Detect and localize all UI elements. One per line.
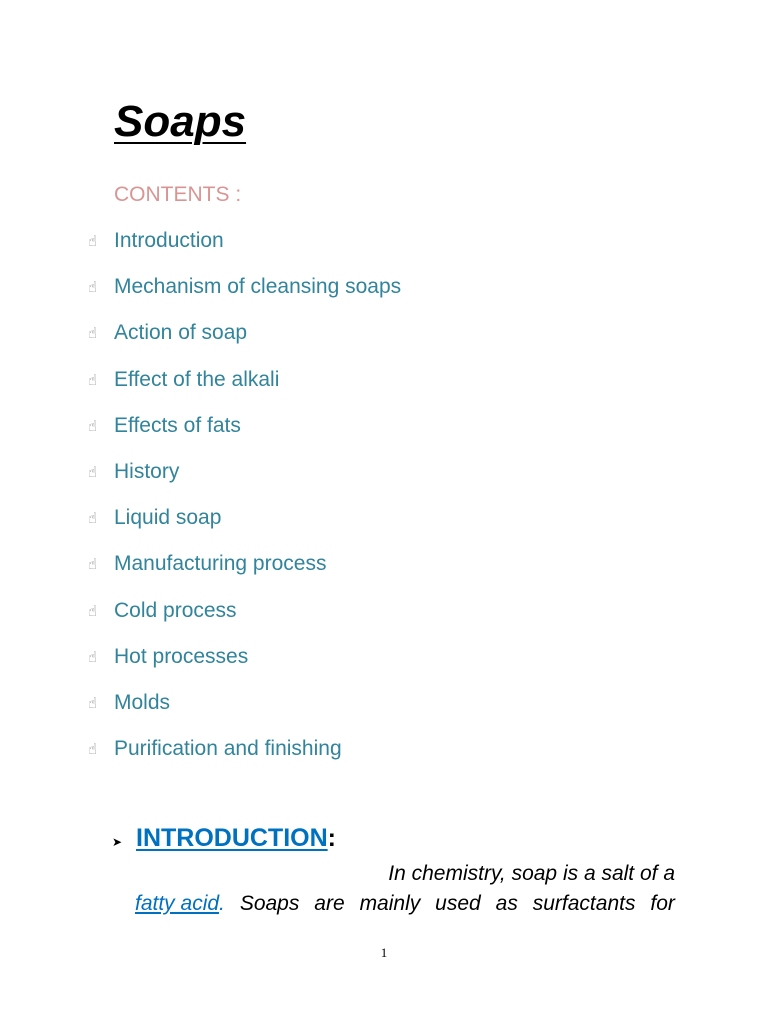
introduction-heading-link[interactable]: INTRODUCTION — [136, 824, 328, 852]
toc-item-label: Introduction — [114, 229, 224, 252]
heading-colon: : — [327, 824, 336, 852]
toc-item[interactable] — [88, 228, 401, 274]
hand-pointing-icon: ☝ — [88, 555, 98, 574]
intro-word: mainly — [359, 892, 421, 915]
intro-paragraph-line-1: In chemistry, soap is a salt of a — [388, 862, 675, 885]
fatty-acid-group — [135, 891, 225, 917]
intro-word: Soaps — [239, 892, 300, 915]
intro-paragraph-line-2 — [135, 891, 675, 917]
fatty-acid-period: . — [219, 892, 225, 915]
toc-item[interactable] — [88, 413, 401, 459]
hand-pointing-icon: ☝ — [88, 324, 98, 343]
toc-item[interactable] — [88, 367, 401, 413]
hand-pointing-icon: ☝ — [88, 509, 98, 528]
hand-pointing-icon: ☝ — [88, 278, 98, 297]
toc-item[interactable] — [88, 736, 401, 782]
hand-pointing-icon: ☝ — [88, 232, 98, 250]
toc-item[interactable] — [88, 505, 401, 551]
toc-item-label: History — [114, 459, 180, 483]
toc-item-label: Mechanism of cleansing soaps — [114, 275, 402, 299]
intro-word: surfactants — [532, 892, 636, 915]
toc-item-label: Effect of the alkali — [114, 367, 280, 391]
toc-item[interactable] — [88, 459, 401, 505]
hand-pointing-icon: ☝ — [88, 601, 98, 620]
intro-word: are — [314, 892, 345, 915]
page-number: 1 — [380, 945, 388, 960]
toc-item-label: Hot processes — [114, 644, 249, 668]
toc-item-label: Liquid soap — [114, 506, 222, 530]
toc-item-label: Purification and finishing — [114, 737, 342, 761]
intro-word: for — [650, 892, 675, 915]
toc-item[interactable] — [88, 598, 401, 644]
hand-pointing-icon: ☝ — [88, 370, 98, 389]
intro-word: used — [435, 892, 481, 915]
hand-pointing-icon: ☝ — [88, 416, 98, 435]
document-title: Soaps — [114, 97, 247, 146]
fatty-acid-link[interactable]: fatty acid — [135, 892, 220, 915]
toc-item[interactable] — [88, 690, 401, 736]
toc-item-label: Effects of fats — [114, 413, 241, 437]
toc-item-label: Molds — [114, 690, 171, 714]
hand-pointing-icon: ☝ — [88, 693, 98, 712]
toc-item-label: Action of soap — [114, 321, 248, 345]
intro-word: as — [495, 892, 518, 915]
contents-label: CONTENTS : — [114, 183, 242, 206]
toc-item-label: Cold process — [114, 598, 237, 622]
hand-pointing-icon: ☝ — [88, 462, 98, 481]
toc-item[interactable] — [88, 320, 401, 366]
toc-item[interactable] — [88, 274, 401, 320]
section-heading-introduction — [112, 824, 336, 853]
toc-item[interactable] — [88, 551, 401, 597]
toc-item[interactable] — [88, 644, 401, 690]
hand-pointing-icon: ☝ — [88, 740, 98, 759]
hand-pointing-icon: ☝ — [88, 647, 98, 666]
table-of-contents — [88, 228, 401, 782]
toc-item-label: Manufacturing process — [114, 552, 327, 576]
arrow-bullet-icon: ➤ — [112, 835, 123, 849]
